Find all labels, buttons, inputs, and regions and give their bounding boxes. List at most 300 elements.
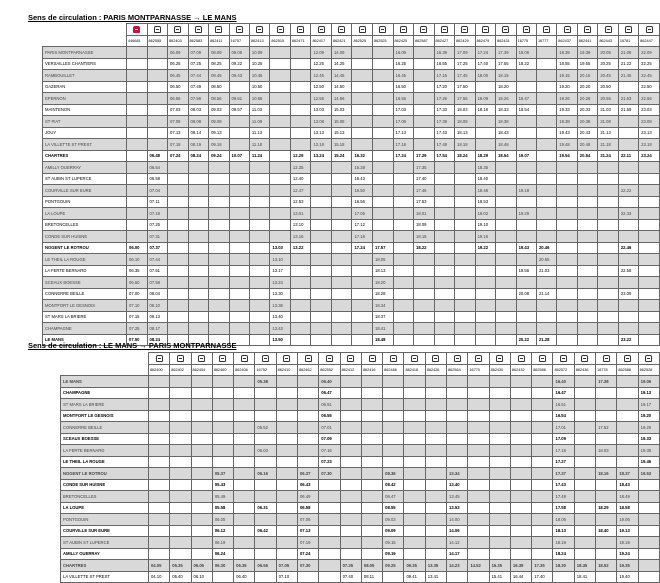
- departure-time: [249, 300, 270, 312]
- departure-time: 21.08: [598, 116, 619, 128]
- departure-time: [249, 323, 270, 335]
- departure-time: [489, 410, 510, 422]
- train-type-cell: [319, 353, 340, 365]
- departure-time: 19.02: [475, 208, 496, 220]
- departure-time: [209, 219, 229, 231]
- departure-time: [536, 58, 556, 70]
- departure-time: 07.56: [188, 93, 209, 105]
- departure-time: [516, 219, 536, 231]
- departure-time: [489, 468, 510, 480]
- train-number: 862427: [434, 36, 455, 47]
- departure-time: 17.52: [596, 422, 617, 434]
- departure-time: [229, 311, 249, 323]
- departure-time: [311, 185, 332, 197]
- departure-time: [414, 81, 435, 93]
- departure-time: 18.13: [553, 525, 574, 537]
- departure-time: [290, 70, 311, 82]
- departure-time: [311, 334, 332, 346]
- departure-time: 18.13: [455, 127, 476, 139]
- departure-time: 17.12: [352, 219, 373, 231]
- departure-time: 13.10: [270, 254, 291, 266]
- departure-time: [290, 116, 311, 128]
- departure-time: [148, 502, 169, 514]
- departure-time: [372, 208, 393, 220]
- station-name: NOGENT LE ROTROU: [43, 242, 127, 254]
- departure-time: [168, 265, 189, 277]
- departure-time: [577, 242, 598, 254]
- departure-time: [340, 479, 361, 491]
- station-name: LA VILLETTE ST PREST: [61, 571, 149, 583]
- departure-time: 23.24: [639, 150, 660, 162]
- departure-time: [596, 456, 617, 468]
- departure-time: [352, 70, 373, 82]
- departure-time: 20.25: [598, 58, 619, 70]
- departure-time: [249, 288, 270, 300]
- train-type-cell: [618, 24, 638, 36]
- departure-time: [331, 323, 352, 335]
- departure-time: 06.09: [168, 47, 189, 59]
- departure-time: [596, 537, 617, 549]
- station-name: AMILLY OUERRAY: [43, 162, 127, 174]
- departure-time: [290, 288, 311, 300]
- departure-time: [425, 445, 446, 457]
- departure-time: [127, 231, 148, 243]
- departure-time: 15.13: [331, 127, 352, 139]
- departure-time: [557, 288, 578, 300]
- departure-time: [574, 387, 595, 399]
- train-number: 16770: [468, 365, 489, 376]
- departure-time: [510, 399, 531, 411]
- departure-time: [475, 311, 496, 323]
- departure-time: 14.00: [447, 514, 468, 526]
- departure-time: 22.22: [618, 185, 638, 197]
- departure-time: [425, 468, 446, 480]
- departure-time: [404, 433, 425, 445]
- train-number: 862412: [340, 365, 361, 376]
- departure-time: [276, 445, 297, 457]
- departure-time: [234, 479, 255, 491]
- departure-time: [468, 445, 489, 457]
- departure-time: [249, 311, 270, 323]
- departure-time: [170, 502, 191, 514]
- departure-time: [393, 288, 414, 300]
- departure-time: 11.13: [249, 127, 270, 139]
- departure-time: [270, 47, 291, 59]
- departure-time: [577, 185, 598, 197]
- departure-time: 18.46: [475, 185, 496, 197]
- station-name: BRETONCELLES: [43, 219, 127, 231]
- departure-time: [383, 399, 404, 411]
- station-name: LA VILLETTE ST PREST: [43, 139, 127, 151]
- table-row: [43, 81, 660, 93]
- departure-time: 13.30: [270, 288, 291, 300]
- departure-time: 18.08: [455, 116, 476, 128]
- departure-time: [372, 70, 393, 82]
- departure-time: 17.43: [553, 479, 574, 491]
- train-type-cell: [617, 353, 638, 365]
- train-number: 862525: [372, 36, 393, 47]
- departure-time: 22.50: [639, 81, 660, 93]
- train-icon: [581, 355, 588, 362]
- departure-time: [188, 219, 209, 231]
- departure-time: [148, 399, 169, 411]
- departure-time: [577, 208, 598, 220]
- departure-time: [331, 277, 352, 289]
- train-number: 862421: [331, 36, 352, 47]
- train-icon: [461, 26, 468, 33]
- departure-time: 14.52: [468, 560, 489, 572]
- departure-time: [532, 548, 553, 560]
- departure-time: [234, 468, 255, 480]
- departure-time: 17.37: [553, 468, 574, 480]
- departure-time: [414, 47, 435, 59]
- departure-time: 19.55: [577, 58, 598, 70]
- departure-time: 18.16: [596, 468, 617, 480]
- table-row: [61, 560, 660, 572]
- table-row: [43, 139, 660, 151]
- departure-time: [414, 104, 435, 116]
- station-name: COURVILLE SUR EURE: [61, 525, 149, 537]
- departure-time: [532, 376, 553, 388]
- departure-time: 21.24: [598, 150, 619, 162]
- departure-time: 08.17: [147, 323, 168, 335]
- departure-time: [331, 311, 352, 323]
- departure-time: [168, 208, 189, 220]
- departure-time: [557, 196, 578, 208]
- departure-time: 18.20: [496, 81, 517, 93]
- departure-time: [234, 491, 255, 503]
- train-type-cell: [414, 24, 435, 36]
- departure-time: [276, 548, 297, 560]
- departure-time: [532, 525, 553, 537]
- departure-time: 12.53: [290, 196, 311, 208]
- departure-time: 09.41: [404, 571, 425, 583]
- departure-time: [577, 265, 598, 277]
- table-row: [61, 456, 660, 468]
- train-type-cell: [249, 24, 270, 36]
- departure-time: 15.24: [331, 150, 352, 162]
- train-type-cell: [557, 24, 578, 36]
- departure-time: [331, 231, 352, 243]
- departure-time: [188, 300, 209, 312]
- train-icon: [390, 355, 397, 362]
- train-type-cell: [168, 24, 189, 36]
- departure-time: 13.01: [290, 208, 311, 220]
- train-icon: [347, 355, 354, 362]
- departure-time: [639, 162, 660, 174]
- train-icon: [502, 26, 509, 33]
- departure-time: [340, 422, 361, 434]
- departure-time: [127, 196, 148, 208]
- departure-time: [290, 47, 311, 59]
- train-type-cell: [340, 353, 361, 365]
- departure-time: [168, 277, 189, 289]
- departure-time: [475, 254, 496, 266]
- departure-time: [574, 525, 595, 537]
- train-type-cell: [229, 24, 249, 36]
- departure-time: 04.05: [148, 560, 169, 572]
- train-type-cell: [577, 24, 598, 36]
- departure-time: [297, 399, 318, 411]
- train-type-cell: [209, 24, 229, 36]
- departure-time: [455, 254, 476, 266]
- train-icon: [195, 26, 202, 33]
- departure-time: [639, 185, 660, 197]
- departure-time: 18.13: [372, 265, 393, 277]
- train-number: 862429: [455, 36, 476, 47]
- departure-time: [170, 399, 191, 411]
- departure-time: [468, 387, 489, 399]
- departure-time: [618, 127, 638, 139]
- train-type-cell: [532, 353, 553, 365]
- train-type-cell: [383, 353, 404, 365]
- departure-time: [188, 323, 209, 335]
- departure-time: [270, 81, 291, 93]
- departure-time: [496, 231, 517, 243]
- departure-time: 17.40: [414, 173, 435, 185]
- departure-time: [148, 468, 169, 480]
- departure-time: 14.50: [331, 81, 352, 93]
- departure-time: [425, 399, 446, 411]
- departure-time: [270, 196, 291, 208]
- departure-time: [617, 456, 638, 468]
- table-row: [43, 311, 660, 323]
- departure-time: [574, 514, 595, 526]
- departure-time: [372, 139, 393, 151]
- departure-time: [127, 150, 148, 162]
- departure-time: 18.37: [372, 311, 393, 323]
- station-name: ST AUBIN ST LUPERCE: [43, 173, 127, 185]
- departure-time: [229, 231, 249, 243]
- departure-time: 07.13: [168, 127, 189, 139]
- departure-time: 22.46: [618, 242, 638, 254]
- departure-time: [170, 548, 191, 560]
- departure-time: [188, 231, 209, 243]
- departure-time: [209, 173, 229, 185]
- departure-time: 06.10: [127, 254, 148, 266]
- departure-time: 20.45: [598, 70, 619, 82]
- departure-time: [496, 254, 517, 266]
- departure-time: [229, 265, 249, 277]
- departure-time: 06.58: [297, 502, 318, 514]
- departure-time: [425, 525, 446, 537]
- departure-time: 10.09: [249, 47, 270, 59]
- departure-time: 10.45: [249, 70, 270, 82]
- departure-time: [393, 311, 414, 323]
- departure-time: [414, 139, 435, 151]
- train-number: 862432: [510, 365, 531, 376]
- departure-time: 20.43: [577, 127, 598, 139]
- departure-time: [598, 173, 619, 185]
- departure-time: [352, 311, 373, 323]
- departure-time: [191, 479, 212, 491]
- departure-time: [188, 185, 209, 197]
- departure-time: [596, 514, 617, 526]
- departure-time: [468, 468, 489, 480]
- departure-time: [191, 502, 212, 514]
- departure-time: [510, 468, 531, 480]
- train-icon: [564, 26, 571, 33]
- header-blank: [43, 24, 127, 36]
- departure-time: [536, 173, 556, 185]
- departure-time: 06.49: [297, 491, 318, 503]
- station-name: ST AUBIN ST LUPERCE: [61, 537, 149, 549]
- train-icon: [603, 355, 610, 362]
- departure-time: 16.40: [553, 376, 574, 388]
- departure-time: 09.13: [209, 127, 229, 139]
- departure-time: [404, 548, 425, 560]
- departure-time: [536, 127, 556, 139]
- departure-time: [510, 422, 531, 434]
- departure-time: [574, 445, 595, 457]
- departure-time: [574, 433, 595, 445]
- departure-time: [372, 231, 393, 243]
- station-name: MAINTENON: [43, 104, 127, 116]
- departure-time: 22.45: [639, 70, 660, 82]
- departure-time: 12.56: [311, 93, 332, 105]
- train-type-cell: [127, 24, 148, 36]
- departure-time: 18.01: [414, 208, 435, 220]
- departure-time: [404, 468, 425, 480]
- departure-time: [557, 254, 578, 266]
- departure-time: 08.45: [209, 70, 229, 82]
- table-row: [61, 422, 660, 434]
- train-number: 862413: [249, 36, 270, 47]
- departure-time: [496, 196, 517, 208]
- bus-icon: [133, 26, 140, 33]
- departure-time: 19.22: [475, 242, 496, 254]
- departure-time: [639, 231, 660, 243]
- departure-time: 22.11: [618, 150, 638, 162]
- departure-time: [249, 208, 270, 220]
- departure-time: 18.03: [455, 104, 476, 116]
- departure-time: [361, 387, 382, 399]
- departure-time: 17.35: [532, 560, 553, 572]
- departure-time: [191, 491, 212, 503]
- train-icon: [560, 355, 567, 362]
- departure-time: [127, 104, 148, 116]
- departure-time: 13.45: [447, 491, 468, 503]
- departure-time: [297, 456, 318, 468]
- departure-time: [229, 300, 249, 312]
- train-icon: [338, 26, 345, 33]
- departure-time: [536, 185, 556, 197]
- departure-time: [489, 537, 510, 549]
- departure-time: [596, 387, 617, 399]
- departure-time: 15.03: [331, 104, 352, 116]
- train-icon: [283, 355, 290, 362]
- departure-time: [188, 288, 209, 300]
- departure-time: 12.47: [290, 185, 311, 197]
- departure-time: [617, 399, 638, 411]
- departure-time: 12.25: [311, 58, 332, 70]
- departure-time: [270, 219, 291, 231]
- departure-time: 16.50: [352, 185, 373, 197]
- departure-time: 06.56: [168, 93, 189, 105]
- departure-time: [434, 185, 455, 197]
- train-type-cell: [255, 353, 276, 365]
- departure-time: [532, 514, 553, 526]
- departure-time: [618, 139, 638, 151]
- departure-time: [168, 323, 189, 335]
- departure-time: 15.18: [331, 139, 352, 151]
- departure-time: [234, 445, 255, 457]
- departure-time: 16.55: [434, 58, 455, 70]
- train-type-cell: [270, 24, 291, 36]
- departure-time: 17.48: [434, 139, 455, 151]
- train-number: 862586: [532, 365, 553, 376]
- train-icon: [543, 26, 550, 33]
- station-name: EPERNON: [43, 93, 127, 105]
- timetable-le-mans-to-paris: [60, 352, 660, 583]
- departure-time: [147, 47, 168, 59]
- departure-time: [414, 127, 435, 139]
- departure-time: [270, 185, 291, 197]
- departure-time: [361, 399, 382, 411]
- departure-time: [234, 399, 255, 411]
- departure-time: 18.15: [414, 231, 435, 243]
- departure-time: [148, 456, 169, 468]
- departure-time: [148, 387, 169, 399]
- departure-time: [340, 433, 361, 445]
- departure-time: [319, 560, 340, 572]
- train-icon: [236, 26, 243, 33]
- departure-time: 16.32: [352, 150, 373, 162]
- departure-time: 20.54: [577, 150, 598, 162]
- departure-time: 18.06: [553, 514, 574, 526]
- departure-time: [229, 196, 249, 208]
- train-number: 862418: [404, 365, 425, 376]
- train-icon: [624, 355, 631, 362]
- departure-time: [532, 433, 553, 445]
- departure-time: 08.36: [383, 468, 404, 480]
- departure-time: [352, 104, 373, 116]
- departure-time: [170, 456, 191, 468]
- departure-time: [361, 491, 382, 503]
- departure-time: 17.53: [414, 196, 435, 208]
- train-number: 862447: [639, 36, 660, 47]
- departure-time: [340, 387, 361, 399]
- departure-time: [577, 219, 598, 231]
- departure-time: [276, 525, 297, 537]
- departure-time: [249, 334, 270, 346]
- table-row: [43, 242, 660, 254]
- departure-time: [372, 93, 393, 105]
- station-name: VERSAILLES CHANTIERS: [43, 58, 127, 70]
- departure-time: [270, 139, 291, 151]
- departure-time: [455, 173, 476, 185]
- departure-time: 16.38: [352, 162, 373, 174]
- departure-time: 20.46: [536, 242, 556, 254]
- departure-time: [516, 139, 536, 151]
- departure-time: [229, 219, 249, 231]
- departure-time: [617, 387, 638, 399]
- departure-time: [393, 173, 414, 185]
- departure-time: 19.43: [557, 127, 578, 139]
- departure-time: [425, 537, 446, 549]
- departure-time: 13.17: [270, 265, 291, 277]
- departure-time: [598, 196, 619, 208]
- departure-time: 13.03: [311, 104, 332, 116]
- header-blank: [61, 365, 149, 376]
- departure-time: [147, 127, 168, 139]
- departure-time: [574, 548, 595, 560]
- departure-time: [618, 300, 638, 312]
- departure-time: [319, 502, 340, 514]
- train-icon: [454, 355, 461, 362]
- train-number: 862410: [276, 365, 297, 376]
- departure-time: [170, 387, 191, 399]
